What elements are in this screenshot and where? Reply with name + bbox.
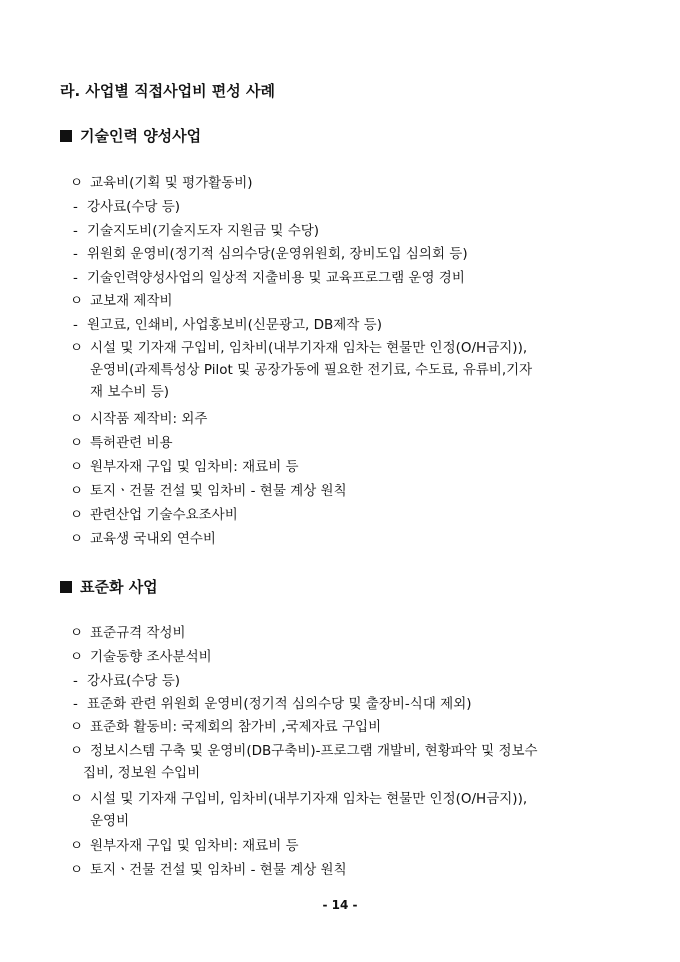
- page-heading: 라. 사업별 직접사업비 편성 사례: [60, 82, 275, 100]
- list-item: - 위원회 운영비(정기적 심의수당(운영위원회, 장비도입 심의회 등): [73, 246, 468, 262]
- square-bullet-icon: [60, 130, 72, 142]
- list-item: ㅇ 정보시스템 구축 및 운영비(DB구축비)-프로그램 개발비, 현황파악 및 정보수 집비, 정보원 수입비: [70, 743, 538, 781]
- square-bullet-icon: [60, 581, 72, 593]
- list-item: - 원고료, 인쇄비, 사업홍보비(신문광고, DB제작 등): [73, 317, 382, 333]
- list-item: ㅇ 교육생 국내외 연수비: [70, 531, 216, 547]
- list-item: - 기술인력양성사업의 일상적 지출비용 및 교육프로그램 운영 경비: [73, 270, 465, 286]
- list-item: ㅇ 표준규격 작성비: [70, 625, 186, 641]
- list-item: ㅇ 교육비(기획 및 평가활동비): [70, 175, 253, 191]
- list-item: - 표준화 관련 위원회 운영비(정기적 심의수당 및 출장비-식대 제외): [73, 696, 472, 712]
- section-title-standardization: 표준화 사업: [60, 576, 158, 597]
- list-item: ㅇ 시설 및 기자재 구입비, 임차비(내부기자재 임차는 현물만 인정(O/H금지)), 운영비(과제특성상 Pilot 및 공장가동에 필요한 전기료, 수도료, 유류비,기자 재 보수비 등): [70, 340, 533, 400]
- list-item: ㅇ 토지ㆍ건물 건설 및 임차비 - 현물 계상 원칙: [70, 483, 347, 499]
- list-item: - 강사료(수당 등): [73, 673, 181, 689]
- section-title-training: 기술인력 양성사업: [60, 125, 201, 146]
- list-item: ㅇ 시작품 제작비: 외주: [70, 411, 208, 427]
- list-item: ㅇ 교보재 제작비: [70, 293, 173, 309]
- page-number: - 14 -: [322, 898, 358, 912]
- list-item: ㅇ 기술동향 조사분석비: [70, 649, 212, 665]
- list-item: ㅇ 토지ㆍ건물 건설 및 임차비 - 현물 계상 원칙: [70, 862, 347, 878]
- list-item: ㅇ 시설 및 기자재 구입비, 임차비(내부기자재 임차는 현물만 인정(O/H금지)), 운영비: [70, 791, 528, 829]
- list-item: ㅇ 관련산업 기술수요조사비: [70, 507, 238, 523]
- list-item: - 기술지도비(기술지도자 지원금 및 수당): [73, 223, 320, 239]
- list-item: ㅇ 원부자재 구입 및 임차비: 재료비 등: [70, 459, 299, 475]
- list-item: ㅇ 표준화 활동비: 국제회의 참가비 ,국제자료 구입비: [70, 719, 382, 735]
- list-item: - 강사료(수당 등): [73, 199, 181, 215]
- list-item: ㅇ 특허관련 비용: [70, 435, 173, 451]
- list-item: ㅇ 원부자재 구입 및 임차비: 재료비 등: [70, 838, 299, 854]
